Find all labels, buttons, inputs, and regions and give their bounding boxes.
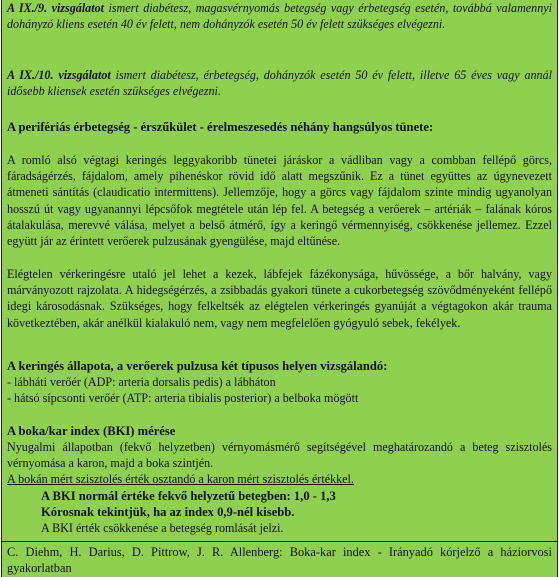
exam-9-lead: A IX./9. vizsgálatot (7, 1, 104, 15)
bki-normal-value: A BKI normál értéke fekvő helyzetű betegben: 1,0 - 1,3 (41, 488, 336, 503)
bki-section (7, 423, 552, 536)
symptoms-heading: A perifériás érbetegség - érszűkület - érelmeszesedés néhány hangsúlyos tünete: (7, 120, 434, 134)
bki-pathological-value: Kórosnak tekintjük, ha az index 0,9-nél kisebb. (41, 504, 295, 519)
pulse-item-atp: - hátsó sípcsonti verőér (ATP: arteria tibialis posterior) a belboka mögött (7, 391, 359, 406)
bki-body: Nyugalmi állapotban (fekvő helyzetben) vérnyomásmérő segítségével meghatározandó a beteg szisztolés vérnyomása a karon, majd a boka szintjén. (7, 440, 552, 471)
exam-10-text: ismert diabétesz, érbetegség, dohányzók esetén 50 év felett, illetve 65 éves vagy annál idősebb kliensek esetén szükséges elvégezni. (7, 68, 552, 99)
pulse-section (7, 358, 552, 406)
pulse-item-adp: - lábháti verőér (ADP: arteria dorsalis pedis) a lábháton (7, 375, 276, 389)
bki-underlined-rule: A bokán mért szisztolés érték osztandó a karon mért szisztolés értékkel. (7, 472, 354, 487)
citation: C. Diehm, H. Darius, D. Pittrow, J. R. Allenberg: Boka-kar index - Irányadó kórjelző a háziorvosi gyakorlatban (7, 545, 552, 575)
footer-divider (2, 541, 557, 542)
pulse-heading: A keringés állapota, a verőerek pulzusa két típusos helyen vizsgálandó: (7, 359, 388, 373)
bki-heading: A boka/kar index (BKI) mérése (7, 424, 176, 438)
symptoms-body-2: Elégtelen vérkeringésre utaló jel lehet a kezek, lábfejek fázékonysága, hűvössége, a bőr halvány, vagy márványozott rajzolata. A hidegségérzés, a zsibbadás gyakori tünete a cukorbetegség szövődményeként fellépő idegi károsodásnak. Szükséges, hogy felkeltsék az elégtelen vérkeringés gyanúját a végtagokon akár trauma következtében, akár anélkül kialakuló nem, vagy nem megfelelően gyógyuló sebek, fekélyek. (7, 267, 552, 330)
document-page (1, 0, 558, 577)
exam-9-text: ismert diabétesz, magasvérnyomás betegség vagy érbetegség esetén, továbbá valamennyi dohányzó kliens esetén 40 év felett, nem dohányzók esetén 50 év felett szükséges elvégezni. (7, 1, 552, 32)
exam-10-paragraph (7, 67, 552, 99)
exam-9-paragraph (7, 0, 552, 32)
exam-10-lead: A IX./10. vizsgálatot (7, 68, 111, 82)
symptoms-body-1: A romló alsó végtagi keringés leggyakoribb tünetei járáskor a vádliban vagy a combban fellépő görcs, fáradságérzés, fájdalom, amely pihenéskor rövid idő alatt megszűnik. Ez a tünet együttes az úgynevezett átmeneti sántítás (claudicatio intermittens). Jellemzője, hogy a görcs vagy fájdalom szinte mindig ugyanolyan hosszú út vagy ugyanannyi lépcsőfok megtétele után lép fel. A betegség a verőerek – artériák – falának kóros átalakulása, merevvé válása, melyet a belső átmérő, így a keringő vérmennyiség, csökkenése jellemez. Ezzel együtt jár az érintett verőerek pulzusának gyengülése, majd eltűnése. (7, 153, 552, 249)
bki-decrease-note: A BKI érték csökkenése a betegség romlását jelzi. (41, 520, 284, 535)
